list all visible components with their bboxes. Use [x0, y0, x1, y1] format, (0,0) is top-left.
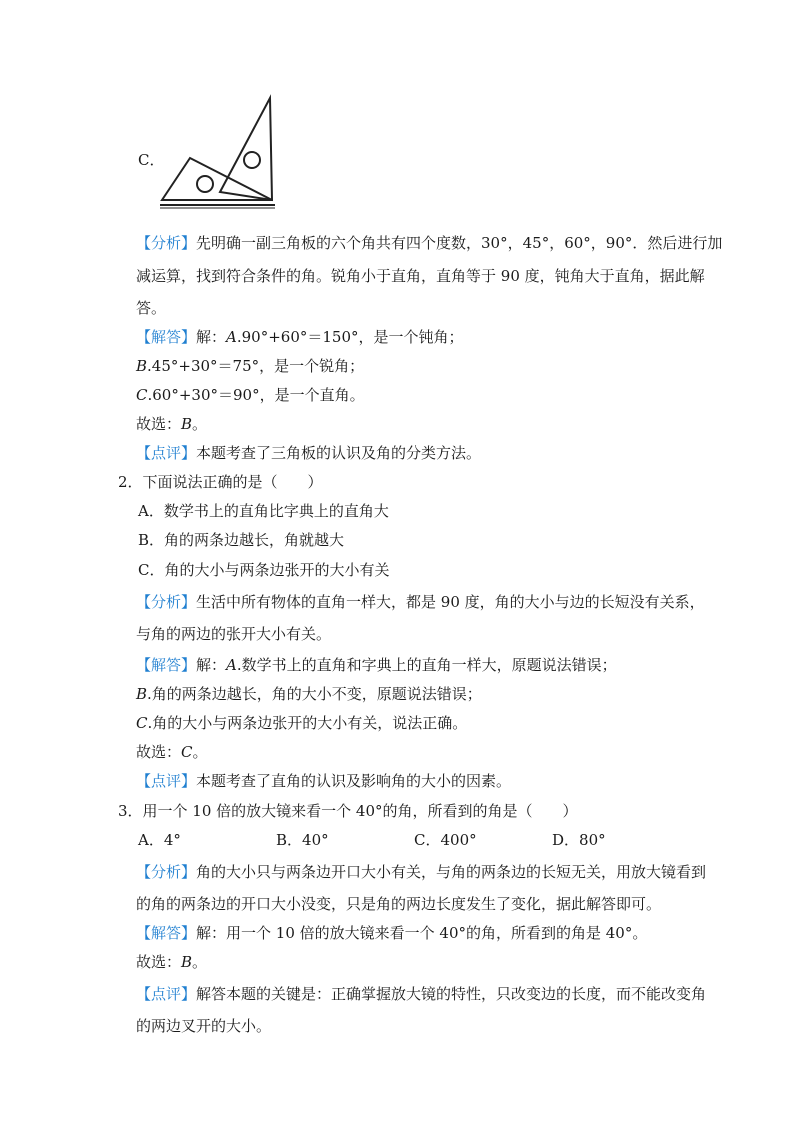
q1-analysis-line1: 【分析】先明确一副三角板的六个角共有四个度数，30°，45°，60°，90°．然后进行加 — [136, 234, 723, 252]
answer-tag: 【解答】 — [136, 656, 197, 674]
q2-option-c: C．角的大小与两条边张开的大小有关 — [138, 561, 390, 579]
q2-answer-line1: 【解答】解：A.数学书上的直角和字典上的直角一样大，原题说法错误； — [136, 656, 617, 674]
q2-analysis-line2: 与角的两边的张开大小有关。 — [136, 625, 332, 643]
q2-choose: 故选：C。 — [136, 743, 208, 761]
q2-option-a: A．数学书上的直角比字典上的直角大 — [138, 502, 389, 520]
q2-stem: 2．下面说法正确的是（ ） — [118, 473, 323, 491]
comment-tag: 【点评】 — [136, 772, 197, 790]
q2-option-b: B．角的两条边越长，角就越大 — [138, 531, 345, 549]
q3-option-a: A．4° — [138, 831, 181, 849]
q3-choose: 故选：B。 — [136, 953, 208, 971]
q1-analysis-line3: 答。 — [136, 299, 167, 317]
comment-tag: 【点评】 — [136, 985, 197, 1003]
q3-stem: 3．用一个 10 倍的放大镜来看一个 40°的角，所看到的角是（ ） — [118, 802, 578, 820]
q3-comment-line1: 【点评】解答本题的关键是：正确掌握放大镜的特性，只改变边的长度，而不能改变角 — [136, 985, 707, 1003]
analysis-tag: 【分析】 — [136, 593, 197, 611]
q1-answer-line3: C.60°+30°＝90°，是一个直角。 — [136, 386, 365, 404]
analysis-tag: 【分析】 — [136, 863, 197, 881]
q2-answer-line3: C.角的大小与两条边张开的大小有关，说法正确。 — [136, 714, 468, 732]
q2-answer-line2: B.角的两条边越长，角的大小不变，原题说法错误； — [136, 685, 482, 703]
analysis-tag: 【分析】 — [136, 234, 197, 252]
q3-option-d: D．80° — [552, 831, 606, 849]
q1-comment: 【点评】本题考查了三角板的认识及角的分类方法。 — [136, 444, 482, 462]
q3-analysis-line1: 【分析】角的大小只与两条边开口大小有关，与角的两条边的长短无关，用放大镜看到 — [136, 863, 707, 881]
q3-answer: 【解答】解：用一个 10 倍的放大镜来看一个 40°的角，所看到的角是 40°。 — [136, 924, 648, 942]
q1-choose: 故选：B。 — [136, 415, 208, 433]
q3-comment-line2: 的两边叉开的大小。 — [136, 1017, 272, 1035]
answer-tag: 【解答】 — [136, 328, 197, 346]
q2-analysis-line1: 【分析】生活中所有物体的直角一样大，都是 90 度，角的大小与边的长短没有关系， — [136, 593, 705, 611]
option-c-label: C． — [138, 151, 165, 169]
q3-analysis-line2: 的角的两条边的开口大小没变，只是角的两边长度发生了变化，据此解答即可。 — [136, 895, 662, 913]
set-square-icon — [150, 92, 280, 212]
q1-answer-line1: 【解答】解：A.90°+60°＝150°，是一个钝角； — [136, 328, 464, 346]
comment-tag: 【点评】 — [136, 444, 197, 462]
q3-option-c: C．400° — [414, 831, 477, 849]
q3-option-b: B．40° — [276, 831, 329, 849]
q1-analysis-line2: 减运算，找到符合条件的角。锐角小于直角，直角等于 90 度，钝角大于直角，据此解 — [136, 267, 705, 285]
q2-comment: 【点评】本题考查了直角的认识及影响角的大小的因素。 — [136, 772, 512, 790]
q1-answer-line2: B.45°+30°＝75°，是一个锐角； — [136, 357, 365, 375]
answer-tag: 【解答】 — [136, 924, 197, 942]
